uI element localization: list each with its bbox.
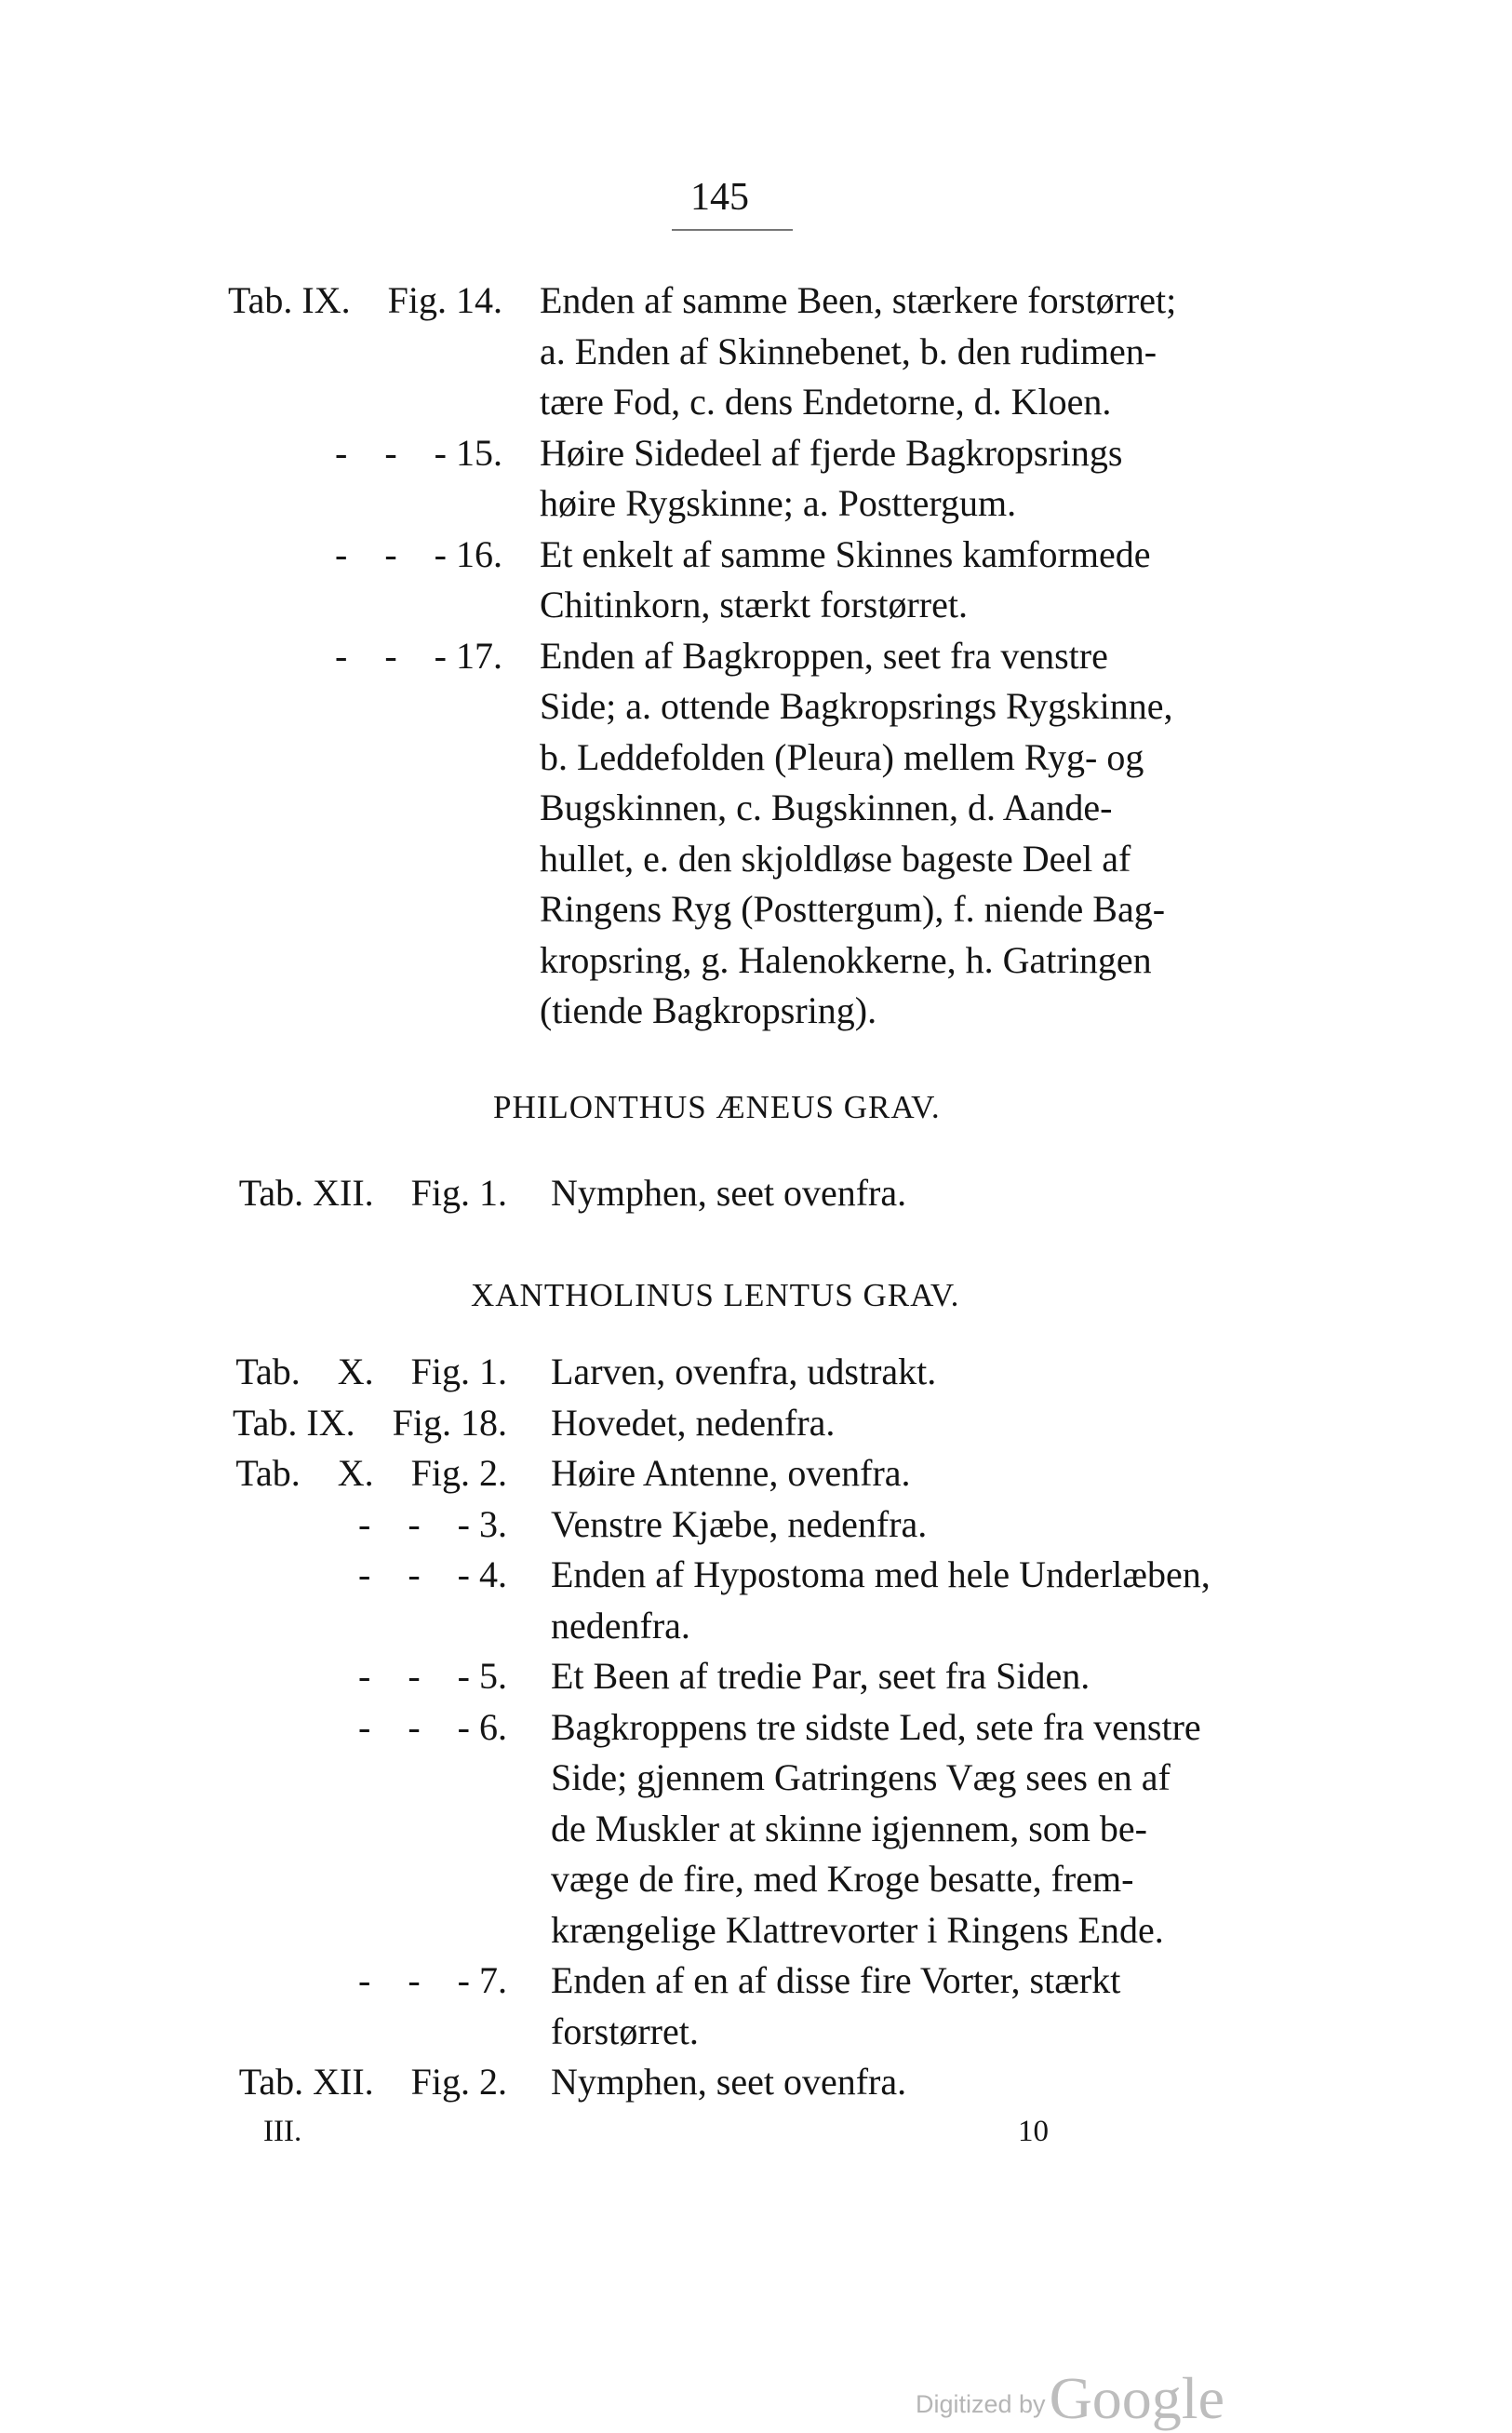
figure-reference: - - - 16. — [335, 532, 502, 575]
figure-reference: - - - 3. — [358, 1502, 507, 1545]
figure-description-line: Enden af en af disse fire Vorter, stærkt — [551, 1959, 1121, 2001]
figure-description-line: Hovedet, nedenfra. — [551, 1401, 836, 1444]
figure-description-line: Et enkelt af samme Skinnes kamformede — [540, 532, 1151, 575]
figure-description-line: Et Been af tredie Par, seet fra Siden. — [551, 1655, 1091, 1697]
google-logo: Google — [1049, 2365, 1224, 2431]
figure-reference: - - - 4. — [358, 1553, 507, 1595]
figure-description-line: Bagkroppens tre sidste Led, sete fra venstre — [551, 1705, 1201, 1748]
figure-description-line: Side; gjennem Gatringens Væg sees en af — [551, 1756, 1171, 1798]
figure-description-line: Enden af samme Been, stærkere forstørret; — [540, 279, 1177, 321]
figure-description-line: Ringens Ryg (Posttergum), f. niende Bag- — [540, 888, 1166, 930]
figure-description-line: krængelige Klattrevorter i Ringens Ende. — [551, 1908, 1164, 1951]
figure-description-line: de Muskler at skinne igjennem, som be- — [551, 1807, 1147, 1849]
figure-description-line: Chitinkorn, stærkt forstørret. — [540, 584, 968, 625]
watermark — [916, 2364, 1224, 2433]
figure-description-line: Nymphen, seet ovenfra. — [551, 2061, 907, 2103]
figure-reference: Tab. X. Fig. 2. — [235, 1452, 507, 1494]
figure-description-line: forstørret. — [551, 2010, 699, 2052]
figure-description-line: Høire Antenne, ovenfra. — [551, 1452, 911, 1494]
species-heading-philonthus: PHILONTHUS ÆNEUS GRAV. — [493, 1089, 941, 1125]
figure-reference: Tab. IX. Fig. 18. — [233, 1401, 507, 1444]
figure-reference: - - - 7. — [358, 1959, 507, 2001]
figure-description-line: Enden af Hypostoma med hele Underlæben, — [551, 1553, 1211, 1595]
figure-description-line: væge de fire, med Kroge besatte, frem- — [551, 1858, 1134, 1900]
figure-reference: - - - 5. — [358, 1655, 507, 1697]
species-heading-xantholinus: XANTHOLINUS LENTUS GRAV. — [471, 1277, 960, 1313]
figure-description-line: (tiende Bagkropsring). — [540, 989, 877, 1031]
figure-reference: - - - 6. — [358, 1705, 507, 1748]
figure-description-line: hullet, e. den skjoldløse bageste Deel af — [540, 837, 1131, 880]
figure-reference: Tab. XII. Fig. 1. — [238, 1172, 507, 1214]
page-number: 145 — [690, 176, 749, 219]
figure-reference: Tab. X. Fig. 1. — [235, 1351, 507, 1392]
figure-reference: Tab. IX. Fig. 14. — [228, 279, 502, 321]
page-number-rule — [672, 229, 793, 231]
figure-reference: Tab. XII. Fig. 2. — [238, 2061, 507, 2103]
figure-description-line: Nymphen, seet ovenfra. — [551, 1172, 907, 1214]
figure-description-line: Høire Sidedeel af fjerde Bagkropsrings — [540, 431, 1123, 474]
figure-reference: - - - 17. — [335, 634, 502, 677]
figure-description-line: Bugskinnen, c. Bugskinnen, d. Aande- — [540, 786, 1113, 828]
figure-description-line: høire Rygskinne; a. Posttergum. — [540, 482, 1017, 524]
figure-description-line: tære Fod, c. dens Endetorne, d. Kloen. — [540, 381, 1112, 423]
signature-mark: III. — [263, 2115, 302, 2148]
figure-description-line: Larven, ovenfra, udstrakt. — [551, 1351, 937, 1392]
signature-number: 10 — [1018, 2115, 1049, 2148]
figure-description-line: a. Enden af Skinnebenet, b. den rudimen- — [540, 329, 1157, 372]
figure-description-line: nedenfra. — [551, 1604, 690, 1647]
figure-description-line: Side; a. ottende Bagkropsrings Rygskinne, — [540, 685, 1173, 727]
figure-description-line: Venstre Kjæbe, nedenfra. — [551, 1502, 928, 1545]
figure-description-line: b. Leddefolden (Pleura) mellem Ryg- og — [540, 735, 1144, 778]
watermark-prefix: Digitized by — [916, 2390, 1046, 2418]
figure-description-line: kropsring, g. Halenokkerne, h. Gatringen — [540, 938, 1152, 981]
figure-reference: - - - 15. — [335, 431, 502, 474]
figure-description-line: Enden af Bagkroppen, seet fra venstre — [540, 634, 1108, 677]
